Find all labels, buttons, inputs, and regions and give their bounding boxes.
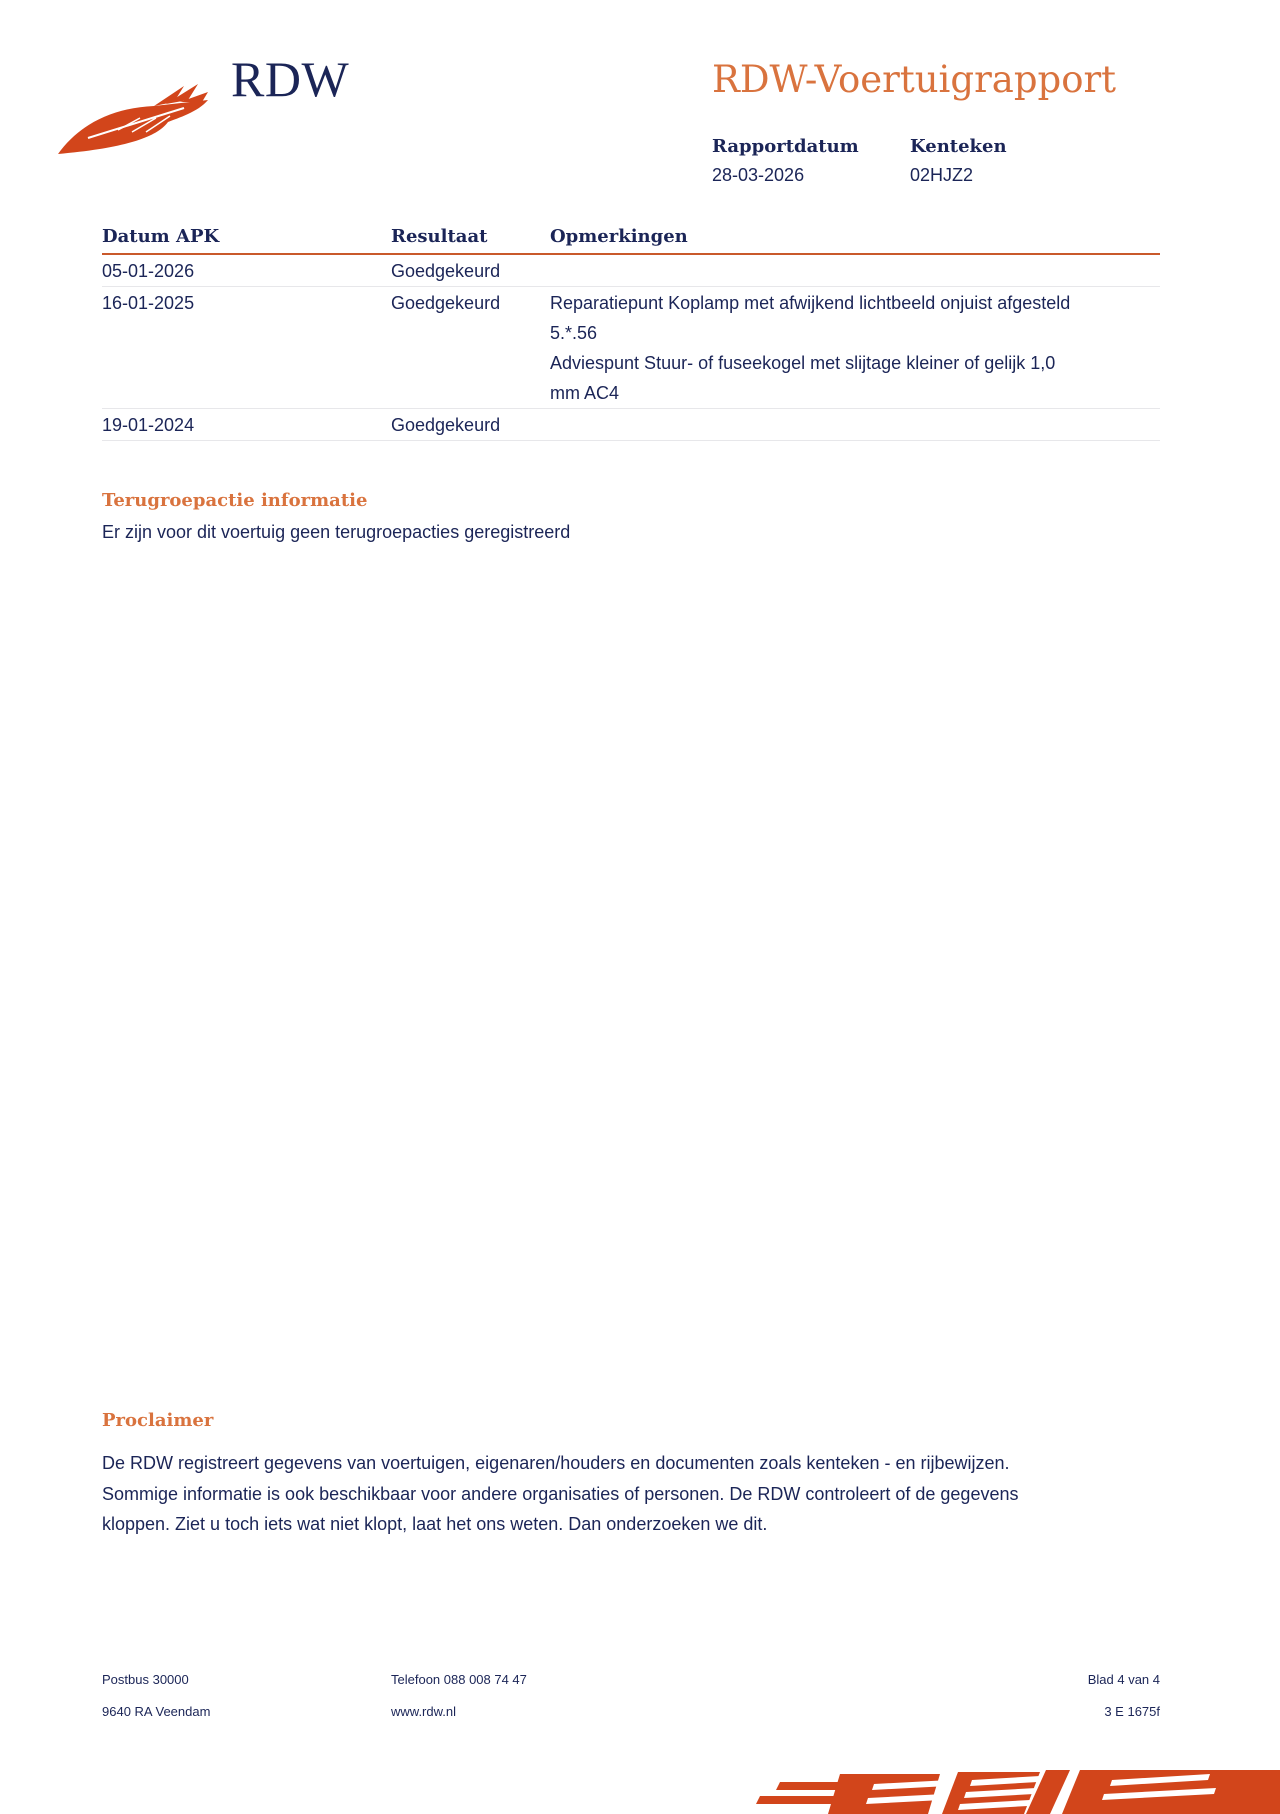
apk-table (102, 224, 1160, 441)
apk-result: Goedgekeurd (391, 287, 550, 409)
rdw-feather-icon (58, 78, 210, 158)
report-date-value: 28-03-2026 (712, 165, 805, 185)
plate-value: 02HJZ2 (910, 165, 974, 185)
logo-text: RDW (231, 51, 350, 107)
footer-code: 3 E 1675f (1104, 1704, 1160, 1719)
footer-phone: Telefoon 088 008 74 47 (391, 1672, 527, 1687)
remark-line: 5.*.56 (550, 323, 598, 343)
footer-address-line1: Postbus 30000 (102, 1672, 189, 1687)
recall-title: Terugroepactie informatie (102, 490, 368, 511)
apk-remarks (550, 287, 1160, 409)
column-header-result: Resultaat (391, 224, 550, 254)
table-row (102, 254, 1160, 287)
remark-line: mm AC4 (550, 383, 620, 403)
proclaimer-text (102, 1448, 1122, 1540)
table-row (102, 287, 1160, 409)
apk-date: 19-01-2024 (102, 409, 391, 441)
table-header-row (102, 224, 1160, 254)
plate-block (910, 136, 1007, 186)
plate-label: Kenteken (910, 136, 1007, 157)
report-title: RDW-Voertuigrapport (712, 58, 1117, 101)
proclaimer-line: Sommige informatie is ook beschikbaar voor andere organisaties of personen. De RDW controleert of de gegevens (102, 1483, 1019, 1504)
apk-date: 16-01-2025 (102, 287, 391, 409)
remark-line: Adviespunt Stuur- of fuseekogel met slijtage kleiner of gelijk 1,0 (550, 353, 1056, 373)
proclaimer-line: kloppen. Ziet u toch iets wat niet klopt, laat het ons weten. Dan onderzoeken we dit. (102, 1514, 768, 1534)
apk-result: Goedgekeurd (391, 409, 550, 441)
footer-address-line2: 9640 RA Veendam (102, 1704, 211, 1719)
apk-remarks (550, 409, 1160, 441)
apk-date: 05-01-2026 (102, 254, 391, 287)
footer-page-number: Blad 4 van 4 (1087, 1672, 1160, 1687)
proclaimer-line: De RDW registreert gegevens van voertuigen, eigenaren/houders en documenten zoals kenteken - en rijbewijzen. (102, 1453, 1010, 1473)
recall-text: Er zijn voor dit voertuig geen terugroepacties geregistreerd (102, 522, 571, 542)
table-row (102, 409, 1160, 441)
report-date-block (712, 136, 859, 186)
report-date-label: Rapportdatum (712, 136, 859, 157)
rdw-speed-stripes-icon (740, 1770, 1280, 1814)
apk-remarks (550, 254, 1160, 287)
column-header-remarks: Opmerkingen (550, 224, 1160, 254)
column-header-date: Datum APK (102, 224, 391, 254)
rdw-logo (58, 50, 358, 160)
apk-result: Goedgekeurd (391, 254, 550, 287)
footer-website[interactable]: www.rdw.nl (391, 1704, 457, 1719)
proclaimer-title: Proclaimer (102, 1410, 214, 1431)
remark-line: Reparatiepunt Koplamp met afwijkend lichtbeeld onjuist afgesteld (550, 293, 1071, 313)
